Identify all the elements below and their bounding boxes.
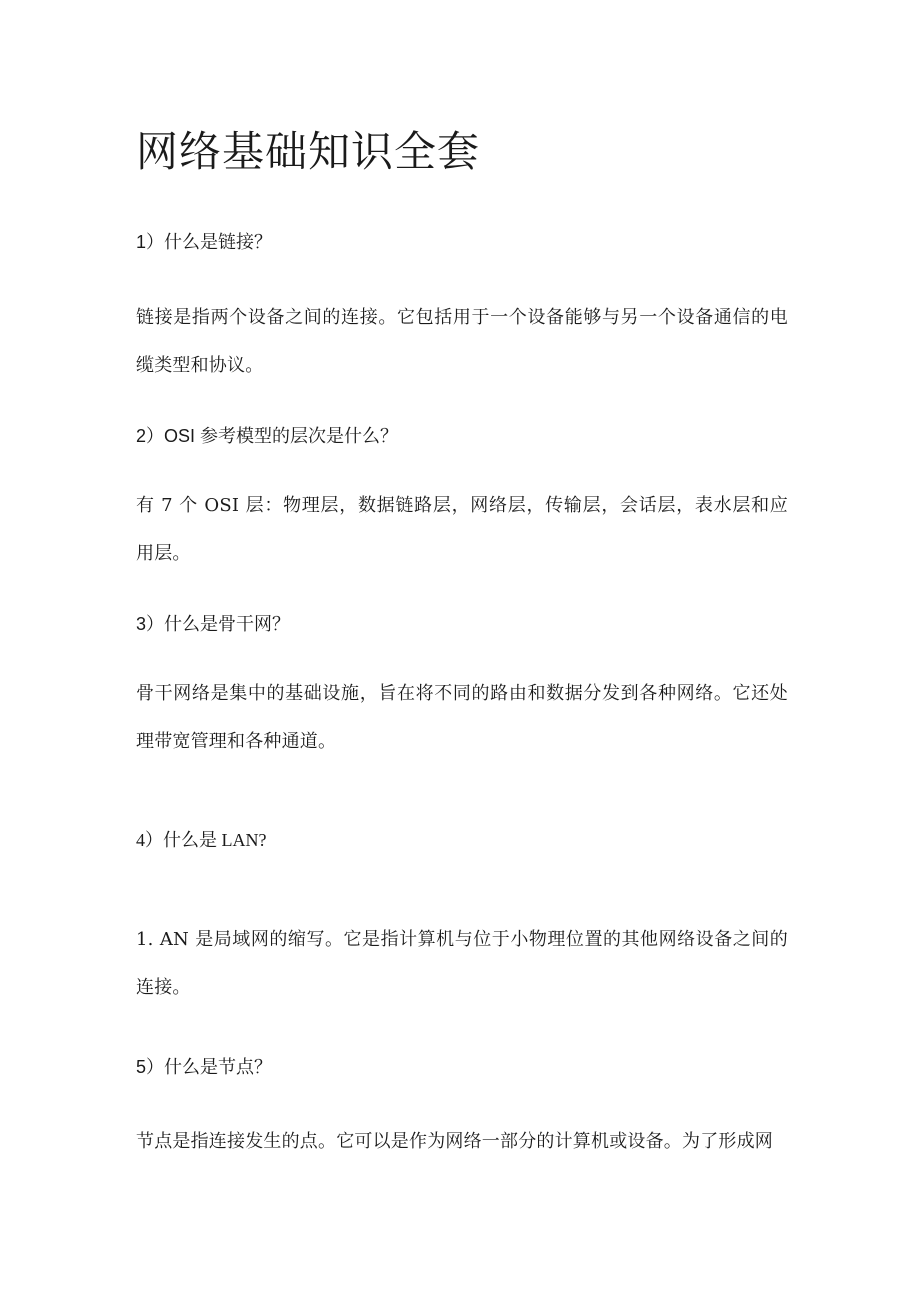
answer-4: 1. AN 是局域网的缩写。它是指计算机与位于小物理位置的其他网络设备之间的连接。 xyxy=(136,929,788,998)
answer-3: 骨干网络是集中的基础设施，旨在将不同的路由和数据分发到各种网络。它还处理带宽管理和各种通道。 xyxy=(136,683,788,752)
document-title: 网络基础知识全套 xyxy=(136,127,481,176)
answer-1: 链接是指两个设备之间的连接。它包括用于一个设备能够与另一个设备通信的电缆类型和协议。 xyxy=(136,307,788,376)
answer-5: 节点是指连接发生的点。它可以是作为网络一部分的计算机或设备。为了形成网 xyxy=(136,1131,773,1152)
question-3: 3）什么是骨干网？ xyxy=(136,614,291,634)
answer-2: 有 7 个 OSI 层：物理层，数据链路层，网络层，传输层，会话层，表水层和应用层。 xyxy=(136,495,788,564)
question-2: 2）OSI 参考模型的层次是什么？ xyxy=(136,426,399,446)
question-5: 5）什么是节点？ xyxy=(136,1057,273,1077)
question-1: 1）什么是链接？ xyxy=(136,232,273,252)
question-4: 4）什么是 LAN? xyxy=(136,830,267,850)
